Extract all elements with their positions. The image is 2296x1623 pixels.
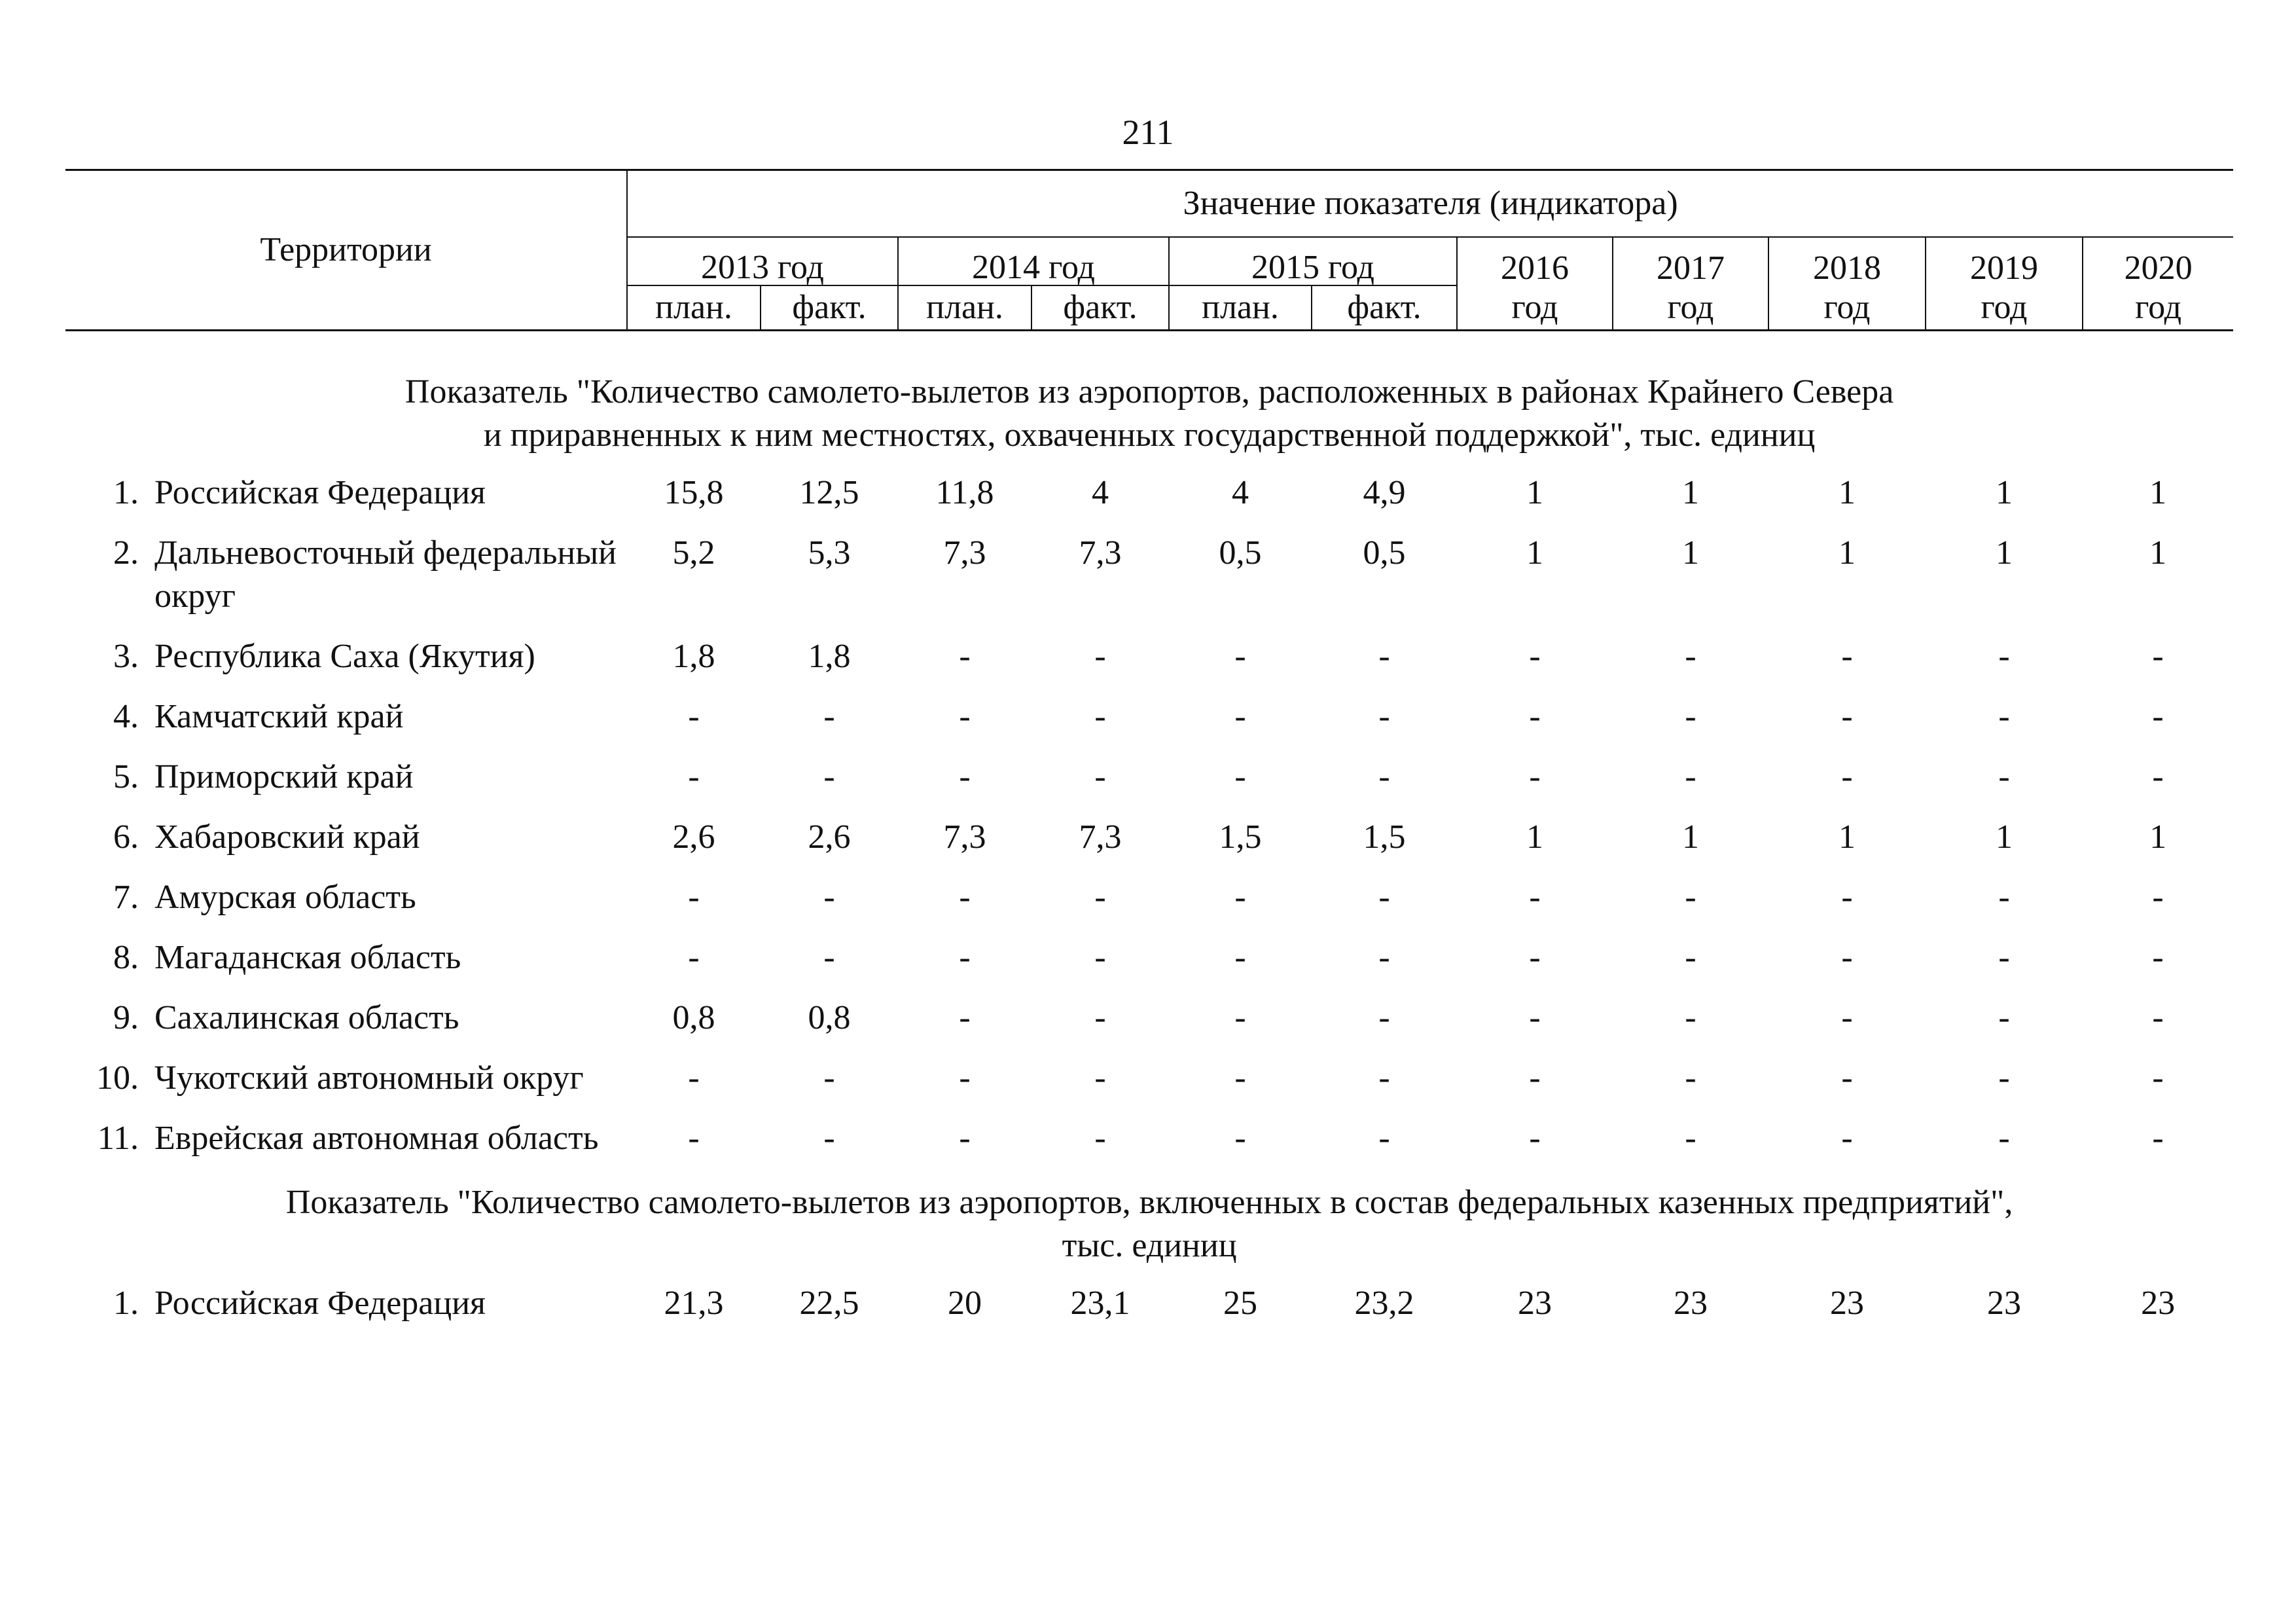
value-cell: - (688, 1059, 700, 1097)
value-cell: - (2152, 999, 2164, 1036)
value-cell: - (1094, 999, 1106, 1036)
value-cell: 23,1 (1070, 1285, 1130, 1322)
territory-name: Магаданская область (154, 939, 461, 976)
value-cell: - (1529, 1120, 1541, 1157)
value-cell: - (1841, 1059, 1853, 1097)
value-cell: 1 (1996, 474, 2013, 511)
territory-name: Амурская область (154, 879, 416, 916)
value-cell: - (1685, 1120, 1696, 1157)
value-cell: 23 (1987, 1285, 2022, 1322)
value-cell: - (1998, 939, 2010, 976)
value-cell: 23,2 (1354, 1285, 1414, 1322)
row-number: 1. (113, 474, 139, 511)
value-cell: - (959, 758, 971, 795)
section-title (65, 1177, 2233, 1282)
table-row (65, 471, 2233, 532)
value-cell: - (1378, 1120, 1390, 1157)
value-cell: - (1094, 939, 1106, 976)
value-cell: - (1998, 879, 2010, 916)
value-cell: - (1685, 999, 1696, 1036)
value-cell: 1 (1996, 534, 2013, 572)
value-cell: - (1998, 758, 2010, 795)
row-number: 11. (97, 1120, 139, 1157)
value-cell: - (1998, 1120, 2010, 1157)
table-row (65, 936, 2233, 996)
value-cell: - (1094, 1059, 1106, 1097)
value-cell: - (1529, 999, 1541, 1036)
value-cell: - (1841, 638, 1853, 675)
section-title-line-2: и приравненных к ним местностях, охваченных государственной поддержкой", тыс. единиц (483, 416, 1816, 454)
value-cell: 1 (2149, 534, 2167, 572)
value-cell: 2,6 (672, 818, 715, 856)
value-cell: - (1234, 879, 1246, 916)
value-cell: - (1685, 698, 1696, 735)
indicator-table (65, 169, 2233, 1342)
table-row (65, 756, 2233, 816)
value-cell: - (1529, 638, 1541, 675)
value-cell: - (1378, 698, 1390, 735)
value-cell: 5,3 (808, 534, 851, 572)
value-cell: - (1234, 698, 1246, 735)
value-cell: - (1378, 999, 1390, 1036)
value-cell: 2,6 (808, 818, 851, 856)
value-cell: - (2152, 1059, 2164, 1097)
value-cell: - (2152, 758, 2164, 795)
section-title (65, 331, 2233, 472)
god-2018-header: год (1768, 285, 1926, 331)
value-cell: - (959, 1120, 971, 1157)
fact-2015-header: факт. (1312, 285, 1457, 331)
value-cell: - (1685, 1059, 1696, 1097)
value-cell: - (1841, 879, 1853, 916)
value-cell: - (1378, 758, 1390, 795)
page-number: 211 (1122, 113, 1174, 152)
value-cell: 0,5 (1363, 534, 1406, 572)
value-cell: 0,8 (808, 999, 851, 1036)
value-cell: 23 (1674, 1285, 1708, 1322)
value-cell: - (1234, 638, 1246, 675)
value-cell: - (1234, 1120, 1246, 1157)
value-cell: 1,8 (808, 638, 851, 675)
value-cell: - (1529, 1059, 1541, 1097)
value-cell: 7,3 (943, 534, 986, 572)
year-2014-header: 2014 год (898, 237, 1169, 285)
value-cell: - (1094, 638, 1106, 675)
row-number: 2. (113, 534, 139, 572)
value-cell: - (1234, 939, 1246, 976)
value-cell: - (1378, 939, 1390, 976)
value-cell: - (2152, 638, 2164, 675)
value-cell: 23 (1830, 1285, 1865, 1322)
value-cell: 1,8 (672, 638, 715, 675)
value-cell: 4,9 (1363, 474, 1406, 511)
value-cell: - (1378, 879, 1390, 916)
value-cell: - (1841, 939, 1853, 976)
year-2018-header: 2018 (1768, 237, 1926, 285)
value-cell: - (2152, 879, 2164, 916)
value-cell: - (959, 999, 971, 1036)
value-cell: - (2152, 1120, 2164, 1157)
value-cell: - (823, 879, 835, 916)
territory-name: Российская Федерация (154, 1285, 486, 1322)
value-cell: - (1234, 999, 1246, 1036)
value-cell: - (1685, 939, 1696, 976)
row-number: 6. (113, 818, 139, 856)
section-title-line-2: тыс. единиц (1062, 1227, 1237, 1264)
value-cell: - (1685, 638, 1696, 675)
value-cell: - (688, 1120, 700, 1157)
value-cell: - (1234, 758, 1246, 795)
value-cell: 1 (2149, 474, 2167, 511)
value-cell: - (1234, 1059, 1246, 1097)
year-2013-header: 2013 год (627, 237, 898, 285)
value-cell: 22,5 (799, 1285, 859, 1322)
section-title-row (65, 331, 2233, 472)
section-title-line-1: Показатель "Количество самолето-вылетов из аэропортов, включенных в состав федеральных казенных предприятий", (285, 1184, 2013, 1221)
value-cell: - (823, 1059, 835, 1097)
territory-name: Приморский край (154, 758, 414, 795)
territory-name: Сахалинская область (154, 999, 459, 1036)
value-cell: 11,8 (935, 474, 994, 511)
god-2017-header: год (1613, 285, 1768, 331)
year-2016-header: 2016 (1457, 237, 1613, 285)
value-cell: 1,5 (1219, 818, 1262, 856)
value-cell: - (959, 1059, 971, 1097)
territory-name: Российская Федерация (154, 474, 486, 511)
value-cell: 1 (2149, 818, 2167, 856)
value-cell: - (1998, 1059, 2010, 1097)
territory-name: Дальневосточный федеральный округ (154, 534, 617, 615)
value-cell: - (1094, 879, 1106, 916)
value-cell: 1 (1526, 818, 1544, 856)
value-cell: - (1998, 999, 2010, 1036)
value-cell: - (688, 879, 700, 916)
row-number: 1. (113, 1285, 139, 1322)
territory-name: Республика Саха (Якутия) (154, 638, 535, 675)
value-cell: - (823, 698, 835, 735)
value-cell: - (1998, 698, 2010, 735)
section-title-line-1: Показатель "Количество самолето-вылетов из аэропортов, расположенных в районах Крайнего Севера (404, 373, 1894, 410)
value-cell: - (959, 879, 971, 916)
value-cell: 4 (1232, 474, 1249, 511)
territory-name: Хабаровский край (154, 818, 420, 856)
value-cell: 0,5 (1219, 534, 1262, 572)
value-cell: 1,5 (1363, 818, 1406, 856)
value-cell: 1 (1526, 474, 1544, 511)
row-number: 7. (113, 879, 139, 916)
value-cell: 23 (1518, 1285, 1552, 1322)
table-row (65, 1282, 2233, 1342)
value-cell: - (1094, 758, 1106, 795)
value-cell: - (1378, 1059, 1390, 1097)
value-cell: - (2152, 939, 2164, 976)
value-cell: - (823, 758, 835, 795)
plan-2013-header: план. (627, 285, 761, 331)
table-row (65, 695, 2233, 756)
table-row (65, 816, 2233, 876)
row-number: 8. (113, 939, 139, 976)
value-cell: 1 (1526, 534, 1544, 572)
value-cell: - (959, 638, 971, 675)
indicator-header: Значение показателя (индикатора) (627, 170, 2233, 238)
territories-header: Территории (65, 170, 627, 331)
table-row (65, 1057, 2233, 1117)
value-cell: 1 (1839, 818, 1856, 856)
year-2019-header: 2019 (1926, 237, 2083, 285)
fact-2014-header: факт. (1031, 285, 1169, 331)
value-cell: - (1841, 698, 1853, 735)
year-2020-header: 2020 (2083, 237, 2233, 285)
value-cell: 7,3 (1079, 534, 1122, 572)
value-cell: 0,8 (672, 999, 715, 1036)
table-row (65, 1117, 2233, 1177)
row-number: 4. (113, 698, 139, 735)
value-cell: 25 (1223, 1285, 1258, 1322)
god-2016-header: год (1457, 285, 1613, 331)
value-cell: - (1529, 879, 1541, 916)
year-2015-header: 2015 год (1169, 237, 1457, 285)
territory-name: Чукотский автономный округ (154, 1059, 584, 1097)
value-cell: - (1094, 698, 1106, 735)
value-cell: - (1685, 758, 1696, 795)
value-cell: - (1529, 698, 1541, 735)
plan-2014-header: план. (898, 285, 1031, 331)
value-cell: - (1529, 758, 1541, 795)
value-cell: - (1841, 1120, 1853, 1157)
value-cell: 21,3 (664, 1285, 724, 1322)
value-cell: 15,8 (664, 474, 724, 511)
value-cell: 1 (1682, 818, 1700, 856)
value-cell: - (959, 939, 971, 976)
value-cell: 7,3 (1079, 818, 1122, 856)
value-cell: 4 (1092, 474, 1109, 511)
row-number: 3. (113, 638, 139, 675)
value-cell: 20 (948, 1285, 982, 1322)
value-cell: 1 (1682, 534, 1700, 572)
value-cell: - (1685, 879, 1696, 916)
value-cell: - (823, 939, 835, 976)
territory-name: Камчатский край (154, 698, 404, 735)
god-2019-header: год (1926, 285, 2083, 331)
table-body (65, 331, 2233, 1343)
value-cell: 1 (1839, 534, 1856, 572)
row-number: 9. (113, 999, 139, 1036)
value-cell: - (823, 1120, 835, 1157)
value-cell: 1 (1996, 818, 2013, 856)
table-row (65, 876, 2233, 936)
value-cell: - (1378, 638, 1390, 675)
plan-2015-header: план. (1169, 285, 1312, 331)
value-cell: - (1094, 1120, 1106, 1157)
value-cell: 7,3 (943, 818, 986, 856)
value-cell: 23 (2141, 1285, 2176, 1322)
value-cell: - (1841, 999, 1853, 1036)
god-2020-header: год (2083, 285, 2233, 331)
territory-name: Еврейская автономная область (154, 1120, 599, 1157)
value-cell: - (1841, 758, 1853, 795)
section-title-row (65, 1177, 2233, 1282)
value-cell: 12,5 (799, 474, 859, 511)
value-cell: - (1998, 638, 2010, 675)
value-cell: - (688, 698, 700, 735)
value-cell: - (959, 698, 971, 735)
value-cell: - (2152, 698, 2164, 735)
value-cell: - (688, 758, 700, 795)
fact-2013-header: факт. (761, 285, 898, 331)
year-2017-header: 2017 (1613, 237, 1768, 285)
row-number: 5. (113, 758, 139, 795)
table-row (65, 996, 2233, 1057)
table-row (65, 635, 2233, 695)
value-cell: 1 (1682, 474, 1700, 511)
value-cell: 5,2 (672, 534, 715, 572)
value-cell: 1 (1839, 474, 1856, 511)
value-cell: - (1529, 939, 1541, 976)
value-cell: - (688, 939, 700, 976)
row-number: 10. (96, 1059, 139, 1097)
table-row (65, 532, 2233, 635)
